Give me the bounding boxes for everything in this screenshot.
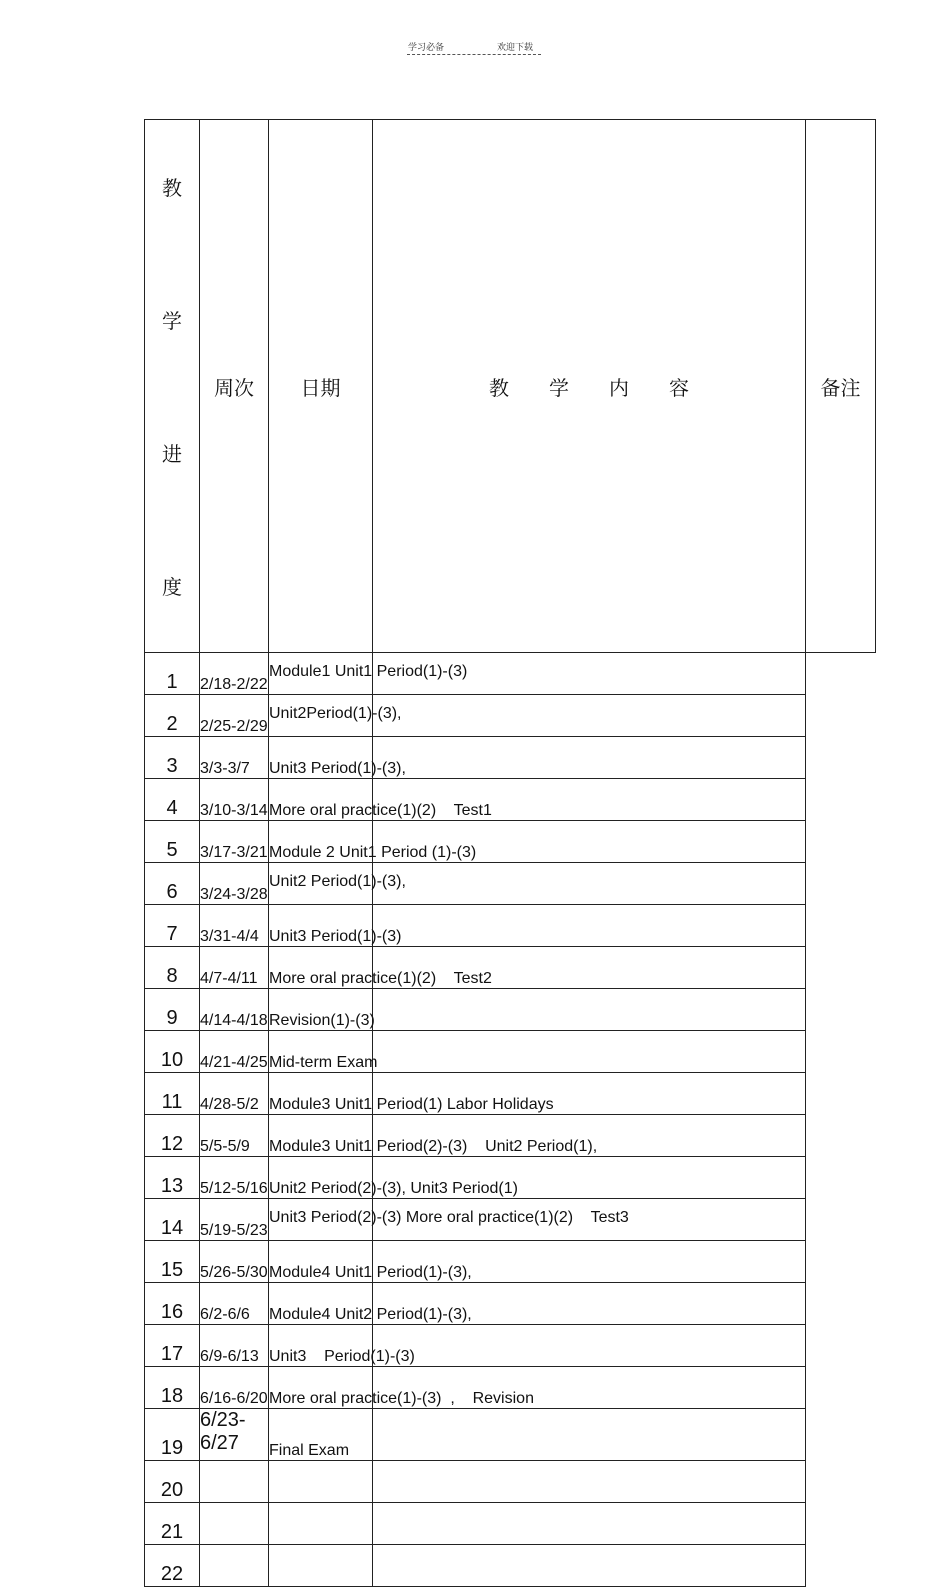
content-header-char: 内 [609, 375, 629, 400]
teaching-content-cell: Unit2Period(1)-(3), [269, 695, 373, 737]
table-row [145, 695, 876, 737]
date-range-cell: 6/16-6/20 [200, 1367, 269, 1409]
week-number-cell: 15 [145, 1241, 200, 1283]
date-range-cell: 6/23-6/27 [200, 1409, 269, 1461]
week-number-cell: 1 [145, 653, 200, 695]
date-range-cell: 3/17-3/21 [200, 821, 269, 863]
table-row [145, 905, 876, 947]
date-range-cell [200, 1503, 269, 1545]
date-range-cell: 4/28-5/2 [200, 1073, 269, 1115]
table-row [145, 1157, 876, 1199]
date-range-cell: 5/19-5/23 [200, 1199, 269, 1241]
table-row [145, 1325, 876, 1367]
teaching-content-cell: Unit2 Period(2)-(3), Unit3 Period(1) [269, 1157, 373, 1199]
table-row [145, 989, 876, 1031]
week-number-cell: 16 [145, 1283, 200, 1325]
teaching-content-cell: More oral practice(1)(2) Test2 [269, 947, 373, 989]
date-range-cell: 3/24-3/28 [200, 863, 269, 905]
teaching-content-cell: Module4 Unit2 Period(1)-(3), [269, 1283, 373, 1325]
date-range-cell: 6/9-6/13 [200, 1325, 269, 1367]
date-range-cell: 4/14-4/18 [200, 989, 269, 1031]
table-row [145, 779, 876, 821]
teaching-content-cell: Final Exam [269, 1409, 373, 1461]
table-row [145, 1503, 876, 1545]
teaching-content-cell: Unit3 Period(1)-(3), [269, 737, 373, 779]
page-header [407, 38, 543, 58]
week-number-cell: 10 [145, 1031, 200, 1073]
week-number-cell: 18 [145, 1367, 200, 1409]
note-cell [373, 989, 806, 1031]
side-label-char: 教 [162, 176, 182, 200]
note-cell [373, 1325, 806, 1367]
date-range-cell: 5/5-5/9 [200, 1115, 269, 1157]
side-label-char: 度 [162, 575, 182, 599]
week-number-cell: 22 [145, 1545, 200, 1587]
date-range-cell: 2/18-2/22 [200, 653, 269, 695]
table-header-row [145, 120, 876, 653]
week-number-cell: 11 [145, 1073, 200, 1115]
date-range-cell: 5/12-5/16 [200, 1157, 269, 1199]
note-cell [373, 737, 806, 779]
table-row [145, 1199, 876, 1241]
teaching-content-cell [269, 1503, 373, 1545]
note-cell [373, 1031, 806, 1073]
teaching-content-cell: More oral practice(1)-(3) , Revision [269, 1367, 373, 1409]
teaching-schedule-table [144, 119, 876, 1587]
note-cell [373, 1367, 806, 1409]
teaching-content-cell: Module4 Unit1 Period(1)-(3), [269, 1241, 373, 1283]
week-number-cell: 2 [145, 695, 200, 737]
table-row [145, 1545, 876, 1587]
teaching-content-cell: Module 2 Unit1 Period (1)-(3) [269, 821, 373, 863]
teaching-content-cell: Unit3 Period(1)-(3) [269, 1325, 373, 1367]
week-number-cell: 17 [145, 1325, 200, 1367]
table-row [145, 1073, 876, 1115]
side-label-char: 学 [162, 309, 182, 333]
teaching-content-cell: Mid-term Exam [269, 1031, 373, 1073]
content-header-char: 学 [549, 375, 569, 400]
teaching-content-cell: Module3 Unit1 Period(2)-(3) Unit2 Period(1), [269, 1115, 373, 1157]
table-row [145, 1283, 876, 1325]
date-range-cell: 4/21-4/25 [200, 1031, 269, 1073]
week-number-cell: 20 [145, 1461, 200, 1503]
table-row [145, 821, 876, 863]
week-number-cell: 7 [145, 905, 200, 947]
table-row [145, 1115, 876, 1157]
column-header-note: 备注 [806, 120, 876, 653]
note-cell [373, 1461, 806, 1503]
teaching-content-cell: Module3 Unit1 Period(1) Labor Holidays [269, 1073, 373, 1115]
week-number-cell: 14 [145, 1199, 200, 1241]
column-header-content [373, 120, 806, 653]
teaching-content-cell [269, 1461, 373, 1503]
date-range-cell: 3/3-3/7 [200, 737, 269, 779]
note-cell [373, 1545, 806, 1587]
column-header-week: 周次 [200, 120, 269, 653]
note-cell [373, 863, 806, 905]
teaching-content-cell: Unit2 Period(1)-(3), [269, 863, 373, 905]
table-row [145, 737, 876, 779]
note-cell [373, 695, 806, 737]
date-range-cell: 2/25-2/29 [200, 695, 269, 737]
note-cell [373, 905, 806, 947]
week-number-cell: 19 [145, 1409, 200, 1461]
date-range-cell [200, 1461, 269, 1503]
content-header-char: 教 [489, 375, 509, 400]
date-range-cell: 3/10-3/14 [200, 779, 269, 821]
table-row [145, 653, 876, 695]
teaching-content-cell: Revision(1)-(3) [269, 989, 373, 1031]
teaching-content-cell: Unit3 Period(2)-(3) More oral practice(1)(2) Test3 [269, 1199, 373, 1241]
table-row [145, 1461, 876, 1503]
teaching-content-cell [269, 1545, 373, 1587]
side-label-cell [145, 120, 200, 653]
teaching-content-cell: Unit3 Period(1)-(3) [269, 905, 373, 947]
teaching-content-cell: Module1 Unit1 Period(1)-(3) [269, 653, 373, 695]
week-number-cell: 4 [145, 779, 200, 821]
note-cell [373, 1503, 806, 1545]
date-range-cell: 4/7-4/11 [200, 947, 269, 989]
table-row [145, 947, 876, 989]
table-row [145, 1367, 876, 1409]
content-header-char: 容 [669, 375, 689, 400]
header-dashed-rule [407, 54, 541, 55]
table-row [145, 863, 876, 905]
table-row [145, 1241, 876, 1283]
side-label-char: 进 [162, 442, 182, 466]
header-right-text: 欢迎下载 [497, 43, 534, 53]
week-number-cell: 3 [145, 737, 200, 779]
date-range-cell: 6/2-6/6 [200, 1283, 269, 1325]
table-body [145, 653, 876, 1587]
week-number-cell: 5 [145, 821, 200, 863]
date-range-cell [200, 1545, 269, 1587]
date-range-cell: 5/26-5/30 [200, 1241, 269, 1283]
note-cell [373, 1409, 806, 1461]
teaching-content-cell: More oral practice(1)(2) Test1 [269, 779, 373, 821]
header-left-text: 学习必备 [408, 43, 445, 53]
column-header-date: 日期 [269, 120, 373, 653]
week-number-cell: 9 [145, 989, 200, 1031]
table-row [145, 1031, 876, 1073]
week-number-cell: 8 [145, 947, 200, 989]
week-number-cell: 12 [145, 1115, 200, 1157]
table-row [145, 1409, 876, 1461]
date-range-cell: 3/31-4/4 [200, 905, 269, 947]
week-number-cell: 13 [145, 1157, 200, 1199]
week-number-cell: 21 [145, 1503, 200, 1545]
week-number-cell: 6 [145, 863, 200, 905]
